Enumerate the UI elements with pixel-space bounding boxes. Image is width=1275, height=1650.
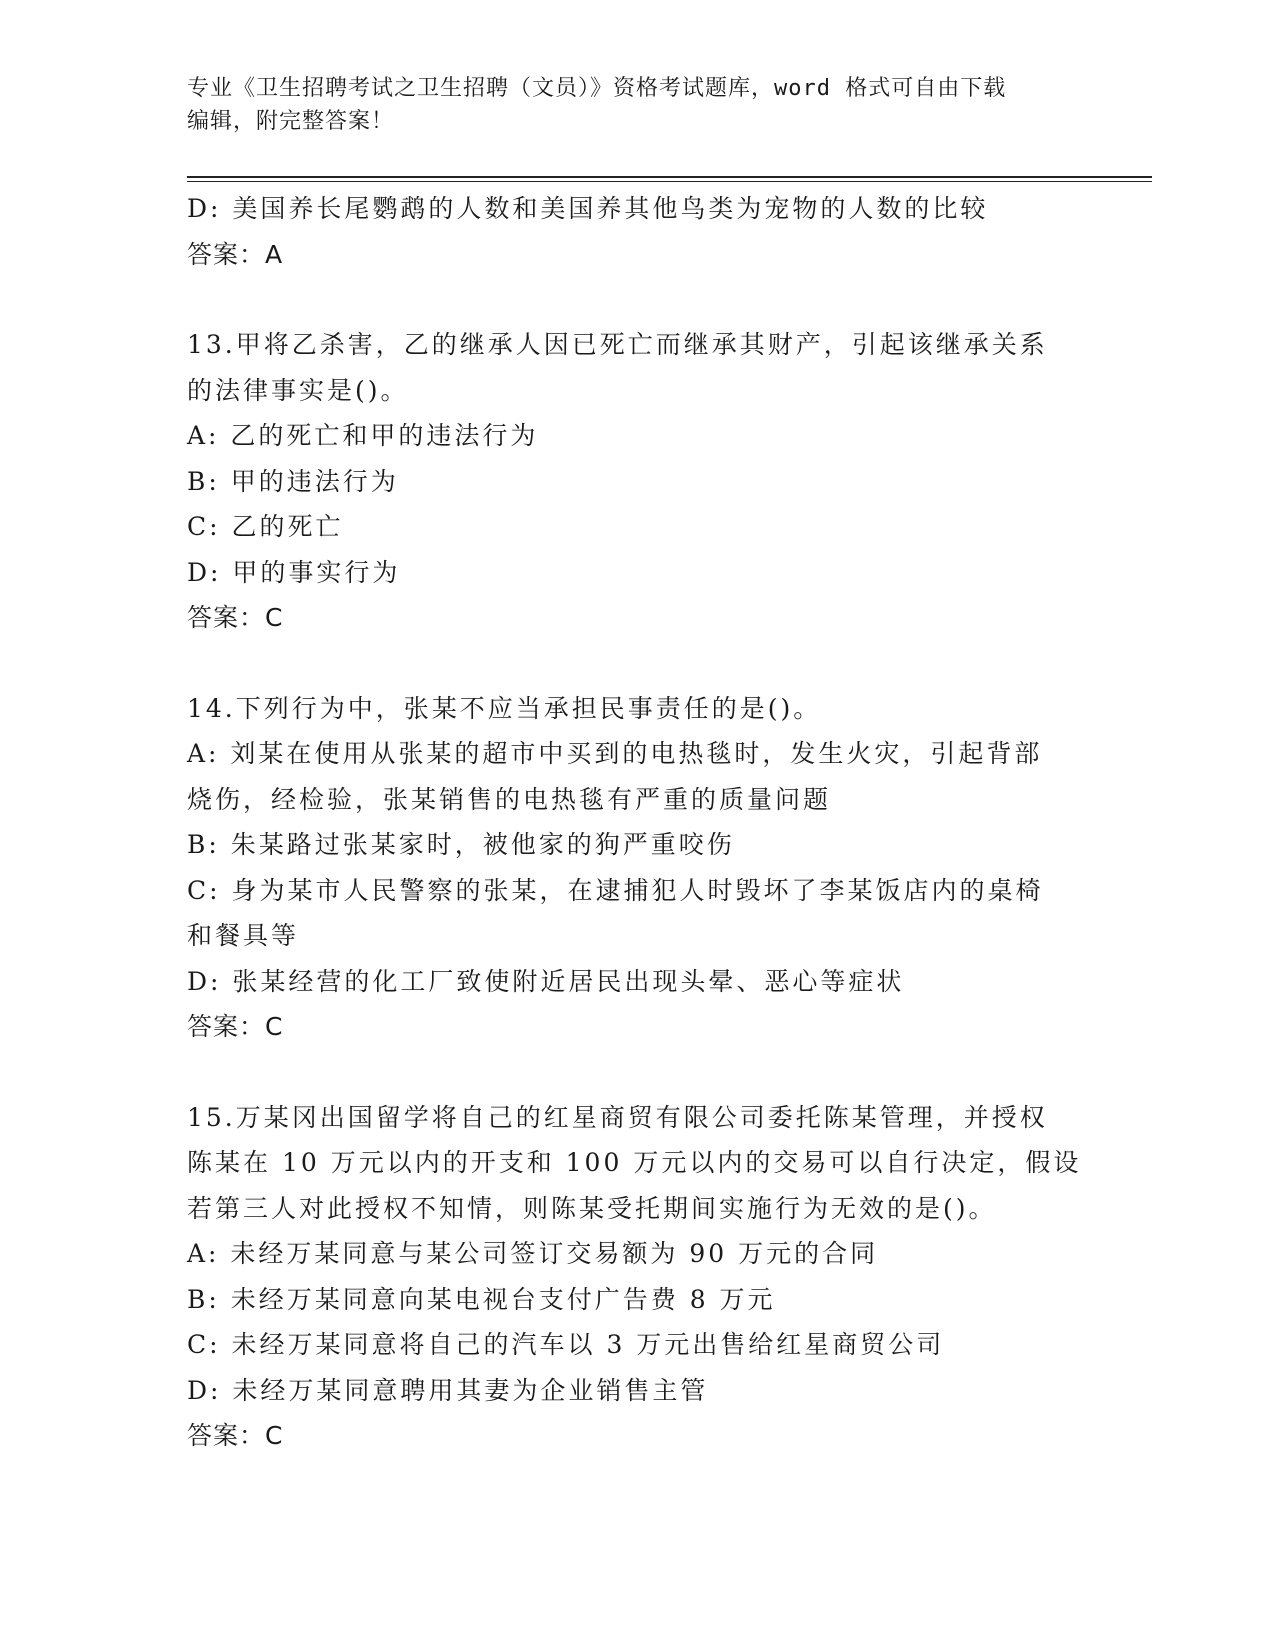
option-d: D: 未经万某同意聘用其妻为企业销售主管 [187, 1375, 709, 1405]
option-b: B: 甲的违法行为 [187, 466, 399, 496]
document-body [187, 186, 1087, 1459]
question-stem: 的法律事实是()。 [187, 375, 409, 405]
option-d: D: 甲的事实行为 [187, 557, 401, 587]
question-stem: 14.下列行为中，张某不应当承担民事责任的是()。 [187, 693, 822, 723]
option-c-continued: 和餐具等 [187, 921, 300, 950]
question-stem: 13.甲将乙杀害，乙的继承人因已死亡而继承其财产，引起该继承关系 [187, 330, 1048, 359]
option-c: C: 未经万某同意将自己的汽车以 3 万元出售给红星商贸公司 [187, 1330, 945, 1359]
question-14 [187, 686, 1087, 1050]
question-13 [187, 322, 1087, 641]
answer: 答案：C [187, 1012, 284, 1041]
answer: 答案：C [187, 1421, 284, 1450]
page-header [187, 72, 1087, 138]
header-divider [187, 176, 1152, 182]
header-line-2: 编辑，附完整答案！ [187, 109, 395, 134]
option-c: C: 乙的死亡 [187, 512, 344, 541]
answer: 答案：A [187, 239, 284, 269]
option-a: A: 乙的死亡和甲的违法行为 [187, 421, 539, 450]
option-c: C: 身为某市人民警察的张某，在逮捕犯人时毁坏了李某饭店内的桌椅 [187, 875, 1044, 905]
question-15 [187, 1095, 1087, 1459]
option-a: A: 刘某在使用从张某的超市中买到的电热毯时，发生火灾，引起背部 [187, 739, 1043, 768]
question-stem: 陈某在 10 万元以内的开支和 100 万元以内的交易可以自行决定，假设 [187, 1148, 1082, 1177]
option-a-continued: 烧伤，经检验，张某销售的电热毯有严重的质量问题 [187, 784, 832, 814]
option-d: D: 张某经营的化工厂致使附近居民出现头晕、恶心等症状 [187, 966, 905, 996]
option-b: B: 未经万某同意向某电视台支付广告费 8 万元 [187, 1284, 776, 1314]
option-b: B: 朱某路过张某家时，被他家的狗严重咬伤 [187, 830, 735, 859]
answer: 答案：C [187, 603, 284, 632]
question-stem: 15.万某冈出国留学将自己的红星商贸有限公司委托陈某管理，并授权 [187, 1102, 1048, 1132]
header-line-1: 专业《卫生招聘考试之卫生招聘（文员）》资格考试题库，word 格式可自由下载 [187, 76, 1007, 101]
option-d: D: 美国养长尾鹦鹉的人数和美国养其他鸟类为宠物的人数的比较 [187, 194, 989, 223]
question-stem: 若第三人对此授权不知情，则陈某受托期间实施行为无效的是()。 [187, 1193, 997, 1223]
question-12-tail [187, 186, 1087, 277]
option-a: A: 未经万某同意与某公司签订交易额为 90 万元的合同 [187, 1239, 879, 1268]
